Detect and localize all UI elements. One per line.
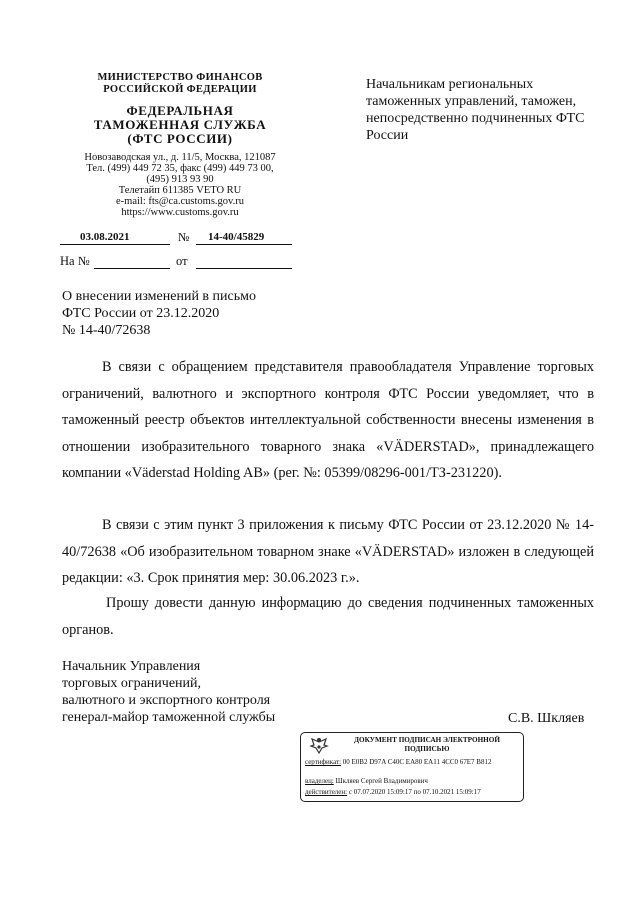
reference-number-line	[94, 268, 170, 269]
sender-teletype: Телетайп 611385 VETO RU	[118, 185, 242, 196]
reference-from-label: от	[176, 254, 188, 268]
date-underline	[60, 244, 170, 245]
service-name: ФЕДЕРАЛЬНАЯ ТАМОЖЕННАЯ СЛУЖБА (ФТС РОССИИ)	[93, 103, 267, 146]
addressee: Начальникам региональных таможенных управлений, таможен, непосредственно подчиненных ФТС России	[366, 77, 585, 143]
registration-row	[60, 228, 292, 246]
stamp-validity: действителен: с 07.07.2020 15:09:17 по 07.10.2021 15:09:17	[305, 788, 481, 796]
body-paragraph-3: Прошу довести данную информацию до сведения подчиненных таможенных органов.	[62, 595, 594, 638]
number-underline	[196, 244, 292, 245]
body-paragraph-1: В связи с обращением представителя правообладателя Управление торговых ограничений, валютного и экспортного контроля ФТС России уведомляет, что в таможенный реестр объектов интеллектуальной собственности внесены изменения в отношении изобразительного товарного знака «VÄDERSTAD», принадлежащего компании «Väderstad Holding AB» (рег. №: 05399/08296-001/ТЗ-231220).	[62, 359, 594, 481]
ministry-name: МИНИСТЕРСТВО ФИНАНСОВ РОССИЙСКОЙ ФЕДЕРАЦИИ	[97, 72, 263, 95]
body-paragraph-2: В связи с этим пункт 3 приложения к письму ФТС России от 23.12.2020 № 14-40/72638 «Об изобразительном товарном знаке «VÄDERSTAD» изложен в следующей редакции: «3. Срок принятия мер: 30.06.2023 г.».	[62, 517, 594, 586]
sender-email: e-mail: fts@ca.customs.gov.ru	[116, 196, 244, 207]
sender-address: Новозаводская ул., д. 11/5, Москва, 121087	[84, 152, 276, 163]
electronic-signature-stamp	[300, 732, 524, 802]
signer-name: С.В. Шкляев	[508, 711, 585, 726]
signer-position: Начальник Управления торговых ограничений, валютного и экспортного контроля генерал-майор таможенной службы	[62, 659, 276, 725]
sender-website: https://www.customs.gov.ru	[121, 207, 239, 218]
reference-label: На №	[60, 254, 90, 268]
reference-date-line	[196, 268, 292, 269]
sender-contacts	[62, 152, 298, 218]
number-sign: №	[178, 230, 190, 244]
stamp-certificate: сертификат: 00 E0B2 D97A C40C EA80 EA11 4CC0 67E7 B812	[305, 758, 492, 766]
reference-row	[60, 254, 292, 272]
eagle-emblem-icon	[309, 737, 329, 755]
document-date: 03.08.2021	[80, 231, 130, 243]
sender-phone: Тел. (499) 449 72 35, факс (499) 449 73 00,	[86, 163, 274, 174]
sender-phone2: (495) 913 93 90	[146, 174, 214, 185]
stamp-owner: владелец: Шкляев Сергей Владимирович	[305, 777, 428, 785]
subject: О внесении изменений в письмо ФТС России от 23.12.2020 № 14-40/72638	[62, 289, 256, 338]
document-number: 14-40/45829	[208, 231, 265, 243]
stamp-title: ДОКУМЕНТ ПОДПИСАН ЭЛЕКТРОННОЙ ПОДПИСЬЮ	[354, 736, 500, 753]
